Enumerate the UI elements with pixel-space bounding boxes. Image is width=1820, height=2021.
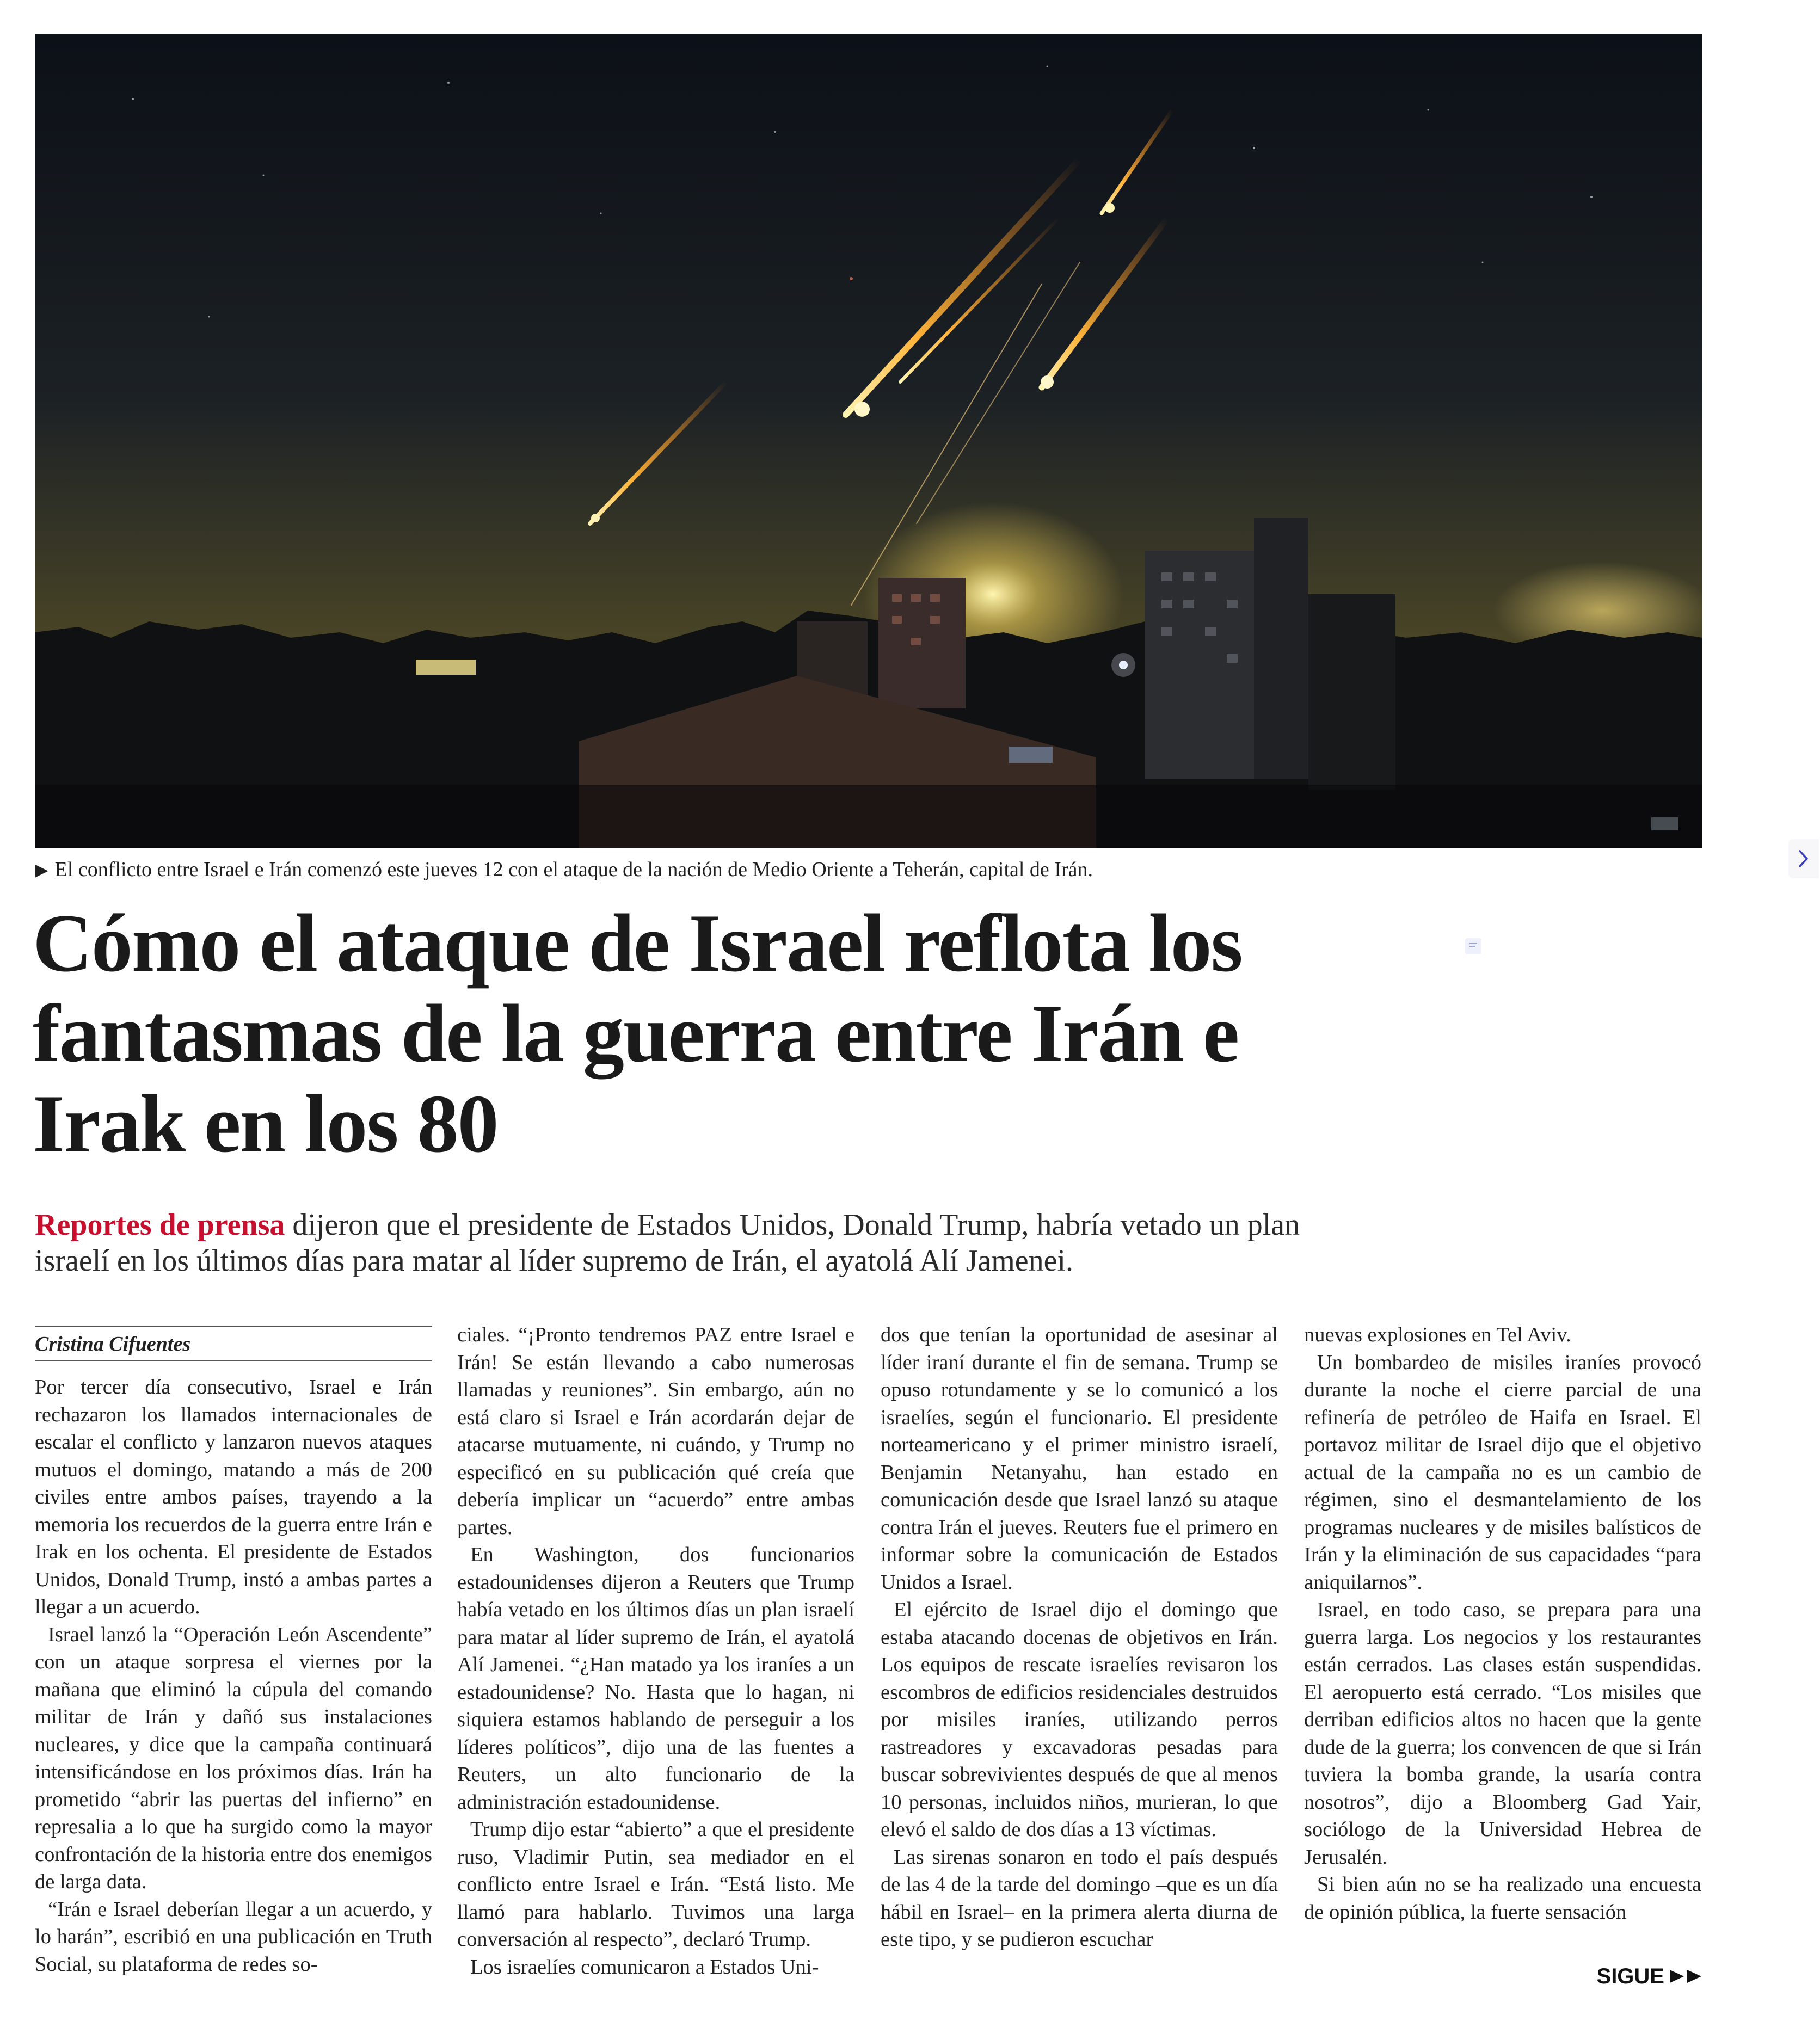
paragraph: “Irán e Israel deberían llegar a un acuerdo, y lo harán”, escribió en una publicación en Truth Social, su plataforma de redes so- — [35, 1897, 432, 1976]
paragraph: Los israelíes comunicaron a Estados Uni- — [470, 1955, 819, 1979]
paragraph: El ejército de Israel dijo el domingo que estaba atacando docenas de objetivos en Irán. Los equipos de rescate israelíes revisaron los escombros de edificios residenciales destruidos por misiles iraníes, utilizando perros rastreadores y excavadoras pesadas para buscar sobrevivientes después de que al menos 10 personas, incluidos niños, murieran, lo que elevó el saldo de dos días a 13 víctimas. — [881, 1598, 1278, 1841]
article-headline: Cómo el ataque de Israel reflota los fantasmas de la guerra entre Irán e Irak en los 80 — [33, 897, 1242, 1169]
dek-text: dijeron que el presidente de Estados Unidos, Donald Trump, habría vetado un plan israelí en los últimos días para matar al líder supremo de Irán, el ayatolá Alí Jamenei. — [35, 1208, 1300, 1278]
next-page-button[interactable] — [1788, 839, 1819, 878]
paragraph: En Washington, dos funcionarios estadounidenses dijeron a Reuters que Trump había vetado en los últimos días un plan israelí para matar al líder supremo de Irán, el ayatolá Alí Jamenei. “¿Han matado ya los iraníes a un estadounidense? No. Hasta que lo hagan, ni siquiera estamos hablando de perseguir a los líderes políticos”, dijo una de las fuentes a Reuters, un alto funcionario de la administración estadounidense. — [457, 1543, 854, 1814]
paragraph: dos que tenían la oportunidad de asesinar al líder iraní durante el fin de semana. Trump se opuso rotundamente y se lo comunicó a los israelíes, según el funcionario. El presidente norteamericano y el primer ministro israelí, Benjamin Netanyahu, han estado en comunicación desde que Israel lanzó su ataque contra Irán el jueves. Reuters fue el primero en informar sobre la comunicación de Estados Unidos a Israel. — [881, 1323, 1278, 1594]
article-column-2 — [457, 1321, 854, 1981]
paragraph: Un bombardeo de misiles iraníes provocó durante la noche el cierre parcial de una refinería de petróleo de Haifa en Israel. El portavoz militar de Israel dijo que el objetivo actual de la campaña no es un cambio de régimen, sino el desmantelamiento de los programas nucleares y de misiles balísticos de Irán y la eliminación de sus capacidades “para aniquilarnos”. — [1304, 1351, 1701, 1594]
paragraph: ciales. “¡Pronto tendremos PAZ entre Israel e Irán! Se están llevando a cabo numerosas llamadas y reuniones”. Sin embargo, aún no está claro si Israel e Irán acordarán dejar de atacarse mutuamente, ni cuándo, y Trump no especificó en su publicación qué creía que debería implicar un “acuerdo” entre ambas partes. — [457, 1323, 854, 1539]
article-column-4 — [1304, 1321, 1701, 1926]
paragraph: Si bien aún no se ha realizado una encuesta de opinión pública, la fuerte sensación — [1304, 1873, 1701, 1924]
double-triangle-icon — [1669, 1968, 1704, 1985]
article-column-3 — [881, 1321, 1278, 1954]
article-photo — [35, 34, 1702, 848]
continue-label: SIGUE — [1596, 1964, 1664, 1988]
night-sky-missiles-illustration — [35, 34, 1702, 848]
photo-caption — [35, 857, 1702, 883]
chevron-right-icon — [1795, 847, 1812, 871]
article-dek — [35, 1207, 1303, 1279]
paragraph: Por tercer día consecutivo, Israel e Irán rechazaron los llamados internacionales de escalar el conflicto y lanzaron nuevos ataques mutuos el domingo, matando a más de 200 civiles entre ambos países, trayendo a la memoria los recuerdos de la guerra entre Irán e Irak en los ochenta. El presidente de Estados Unidos, Donald Trump, instó a ambas partes a llegar a un acuerdo. — [35, 1376, 432, 1618]
paragraph: nuevas explosiones en Tel Aviv. — [1304, 1323, 1571, 1346]
dek-lead: Reportes de prensa — [35, 1208, 285, 1242]
continue-marker — [1595, 1961, 1704, 1992]
caption-triangle-icon: ▶ — [35, 860, 48, 879]
paragraph: Trump dijo estar “abierto” a que el presidente ruso, Vladimir Putin, sea mediador en el conflicto entre Israel e Irán. “Está listo. Me llamó para hablarlo. Tuvimos una larga conversación al respecto”, declaró Trump. — [457, 1818, 854, 1951]
byline: Cristina Cifuentes — [35, 1326, 432, 1361]
paragraph: Israel, en todo caso, se prepara para una guerra larga. Los negocios y los restaurantes están cerrados. Las clases están suspendidas. El aeropuerto está cerrado. “Los misiles que derriban edificios altos no hacen que la gente dude de la guerra; los convencen de que si Irán tuviera la bomba grande, la usaría contra nosotros”, dijo a Bloomberg Gad Yair, sociólogo de la Universidad Hebrea de Jerusalén. — [1304, 1598, 1701, 1869]
photo-caption-text: El conflicto entre Israel e Irán comenzó este jueves 12 con el ataque de la nación de Medio Oriente a Teherán, capital de Irán. — [54, 858, 1093, 881]
comment-icon[interactable] — [1465, 938, 1481, 954]
paragraph: Las sirenas sonaron en todo el país después de las 4 de la tarde del domingo –que es un día hábil en Israel– en la primera alerta diurna de este tipo, y se pudieron escuchar — [881, 1845, 1278, 1951]
article-column-1 — [35, 1373, 432, 1978]
paragraph: Israel lanzó la “Operación León Ascendente” con un ataque sorpresa el viernes por la mañana que eliminó la cúpula del comando militar de Irán y dañó sus instalaciones nucleares, y dice que la campaña continuará intensificándose en los próximos días. Irán ha prometido “abrir las puertas del infierno” en represalia a lo que ha surgido como la mayor confrontación de la historia entre dos enemigos de larga data. — [35, 1623, 432, 1893]
